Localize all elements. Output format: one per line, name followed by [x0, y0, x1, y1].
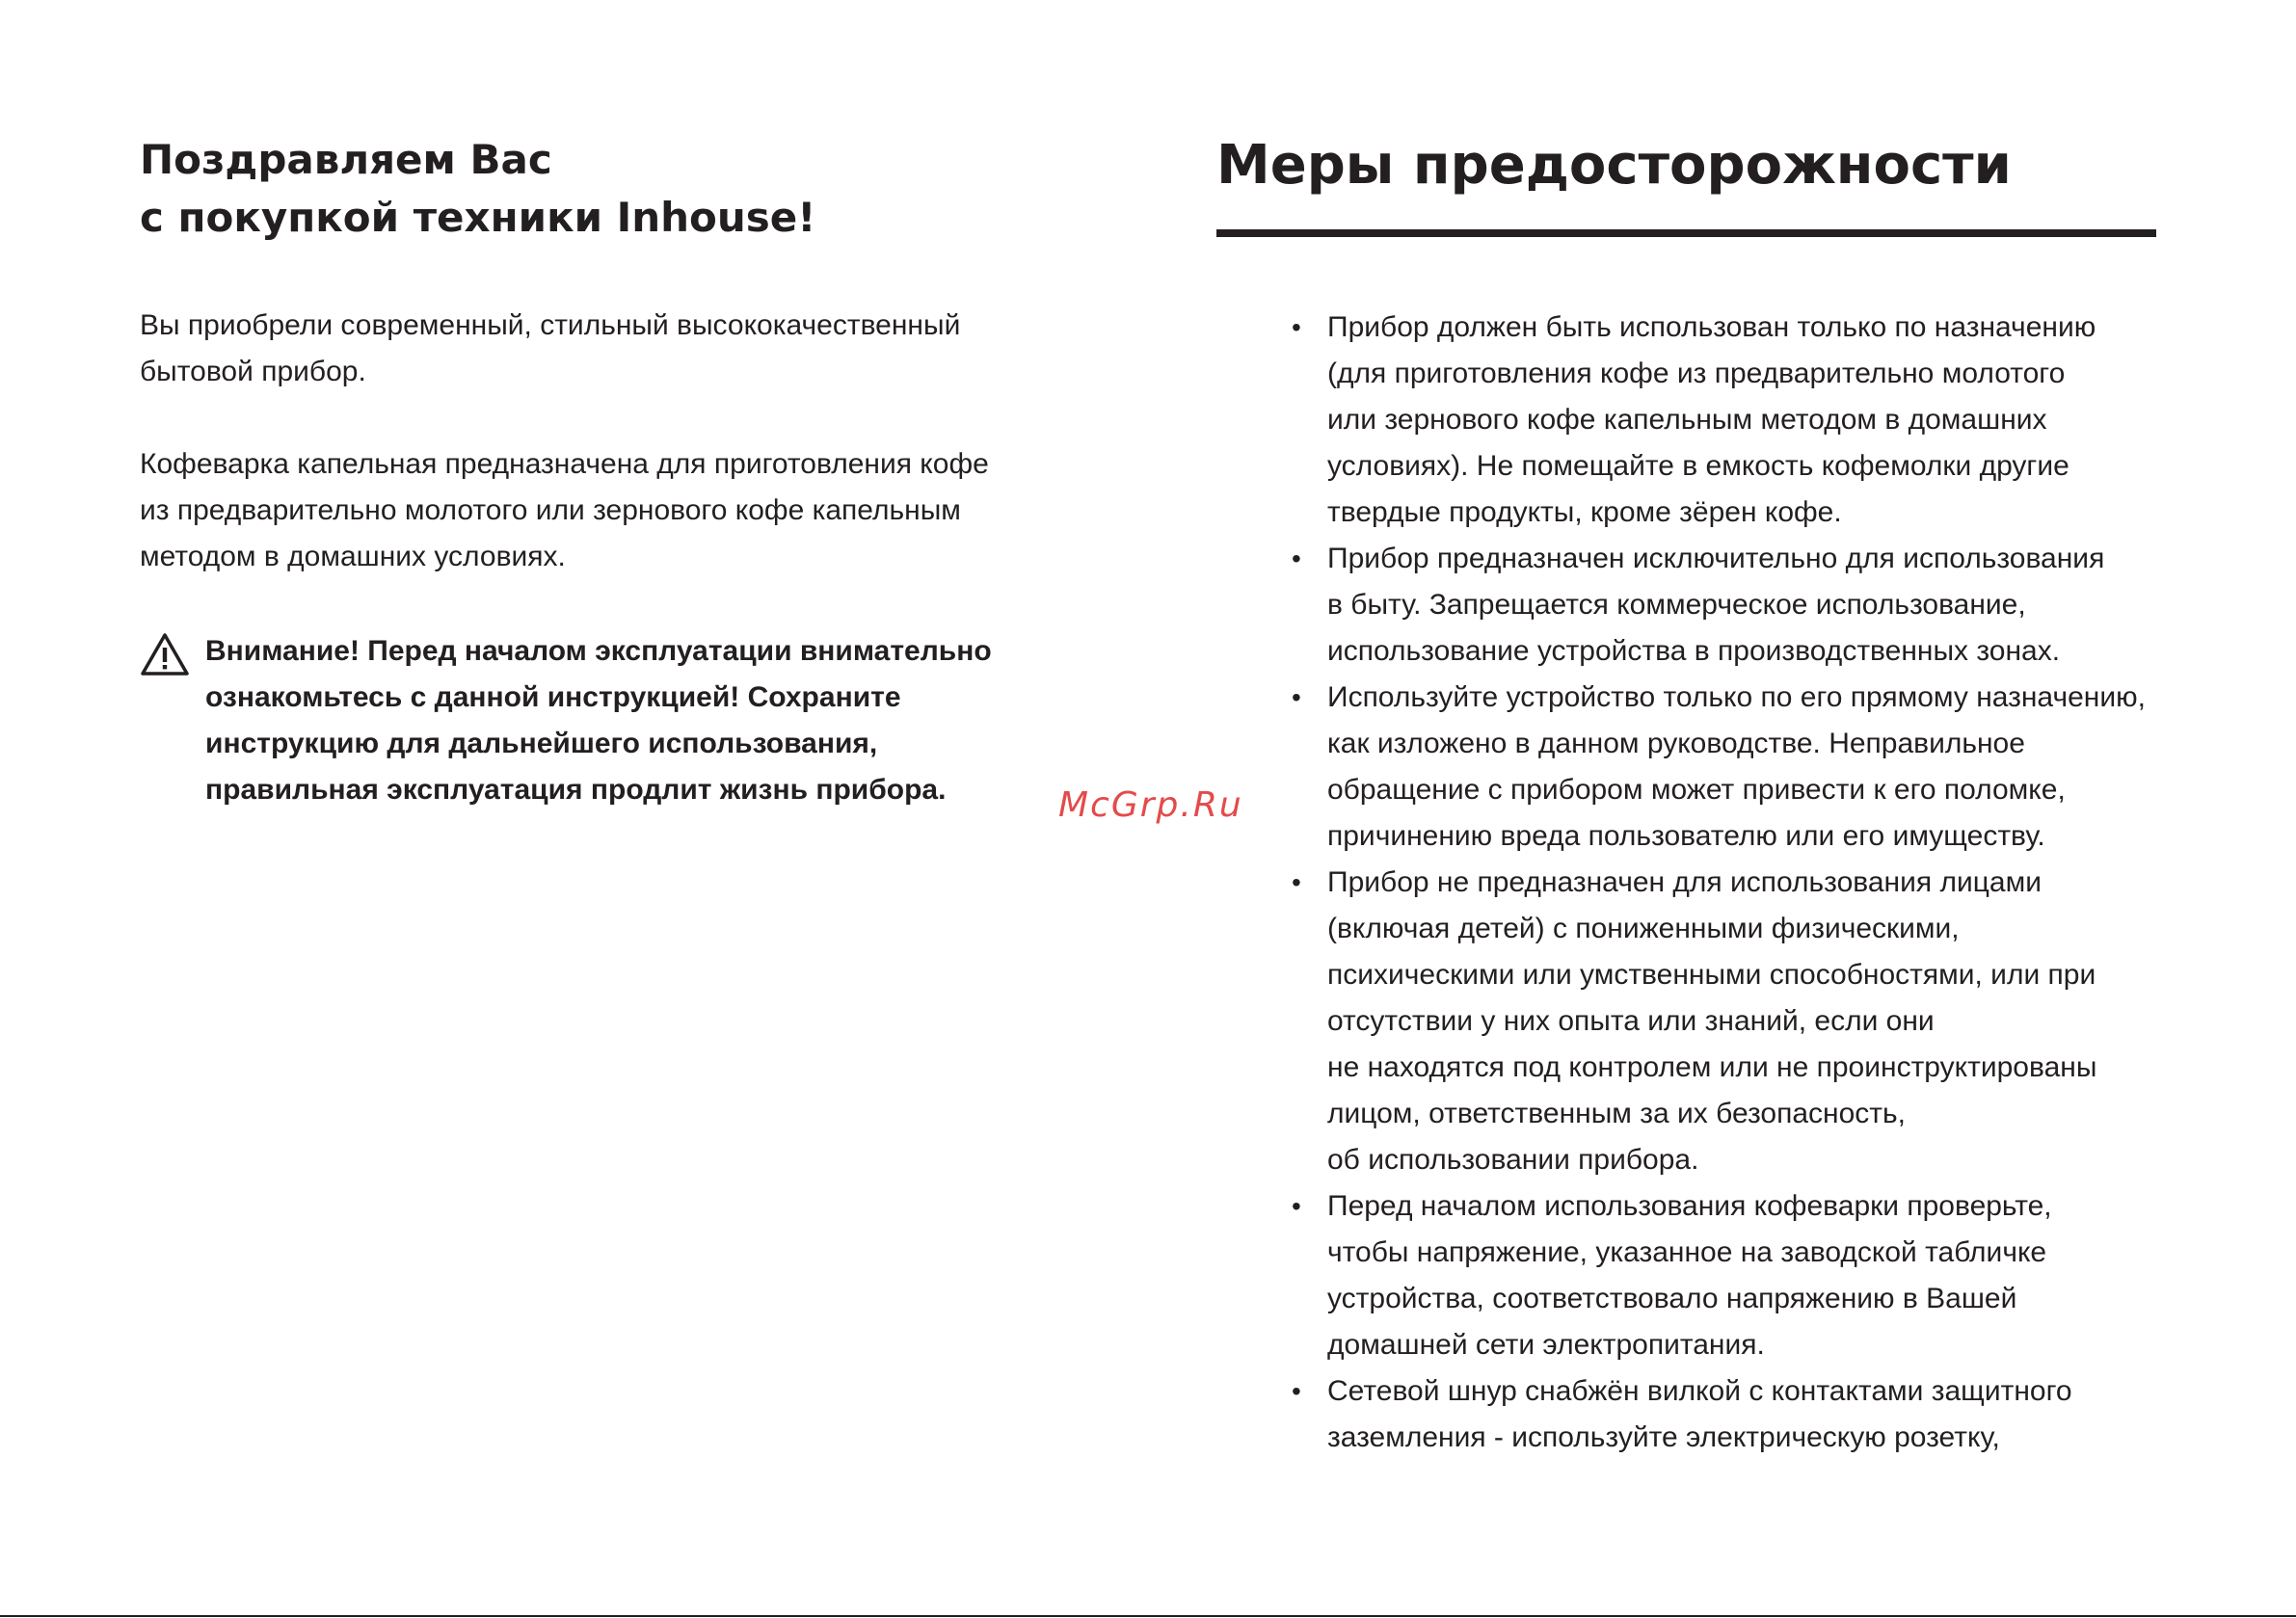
text-line: Вы приобрели современный, стильный высококачественный: [140, 309, 961, 341]
text-line: • Сетевой шнур снабжён вилкой с контактами защитного: [1327, 1375, 2072, 1407]
text-line: (включая детей) с пониженными физическими,: [1327, 913, 1960, 944]
purpose-paragraph: [140, 441, 1075, 580]
text-line: условиях). Не помещайте в емкость кофемолки другие: [1327, 450, 2069, 482]
text-line: как изложено в данном руководстве. Неправильное: [1327, 728, 2025, 759]
text-line: отсутствии у них опыта или знаний, если они: [1327, 1005, 1935, 1037]
text-line: бытовой прибор.: [140, 356, 366, 387]
warning-line: правильная эксплуатация продлит жизнь прибора.: [205, 774, 947, 806]
text-line: не находятся под контролем или не проинструктированы: [1327, 1051, 2097, 1083]
text-line: лицом, ответственным за их безопасность,: [1327, 1098, 1906, 1129]
list-item: [1327, 536, 2156, 675]
text-line: чтобы напряжение, указанное на заводской табличке: [1327, 1236, 2047, 1268]
warning-block: [140, 628, 1075, 813]
list-item: [1327, 305, 2156, 536]
text-line: обращение с прибором может привести к его поломке,: [1327, 774, 2066, 806]
text-line: • Прибор должен быть использован только по назначению: [1327, 311, 2096, 343]
warning-text: [205, 628, 992, 813]
title-divider: [1216, 229, 2156, 237]
text-line: психическими или умственными способностями, или при: [1327, 959, 2096, 991]
list-item: [1327, 675, 2156, 860]
precautions-section: [1216, 125, 2156, 1461]
congrats-title-line: Поздравляем Вас: [140, 136, 552, 183]
text-line: заземления - используйте электрическую розетку,: [1327, 1421, 2000, 1453]
list-item: [1327, 860, 2156, 1183]
text-line: причинению вреда пользователю или его имуществу.: [1327, 820, 2045, 852]
text-line: методом в домашних условиях.: [140, 541, 566, 572]
warning-line: ознакомьтесь с данной инструкцией! Сохраните: [205, 681, 901, 713]
precautions-title: Меры предосторожности: [1216, 134, 2012, 197]
page-bottom-rule: [0, 1615, 2296, 1617]
text-line: домашней сети электропитания.: [1327, 1329, 1765, 1361]
warning-triangle-icon: [140, 632, 190, 676]
text-line: об использовании прибора.: [1327, 1144, 1699, 1176]
text-line: использование устройства в производственных зонах.: [1327, 635, 2061, 667]
watermark: McGrp.Ru: [1058, 785, 1243, 825]
text-line: (для приготовления кофе из предварительно молотого: [1327, 358, 2066, 389]
text-line: • Перед началом использования кофеварки проверьте,: [1327, 1190, 2052, 1222]
intro-paragraph: [140, 303, 1075, 395]
text-line: или зернового кофе капельным методом в домашних: [1327, 404, 2047, 436]
text-line: • Используйте устройство только по его прямому назначению,: [1327, 681, 2146, 713]
text-line: устройства, соответствовало напряжению в Вашей: [1327, 1283, 2017, 1314]
list-item: [1327, 1183, 2156, 1368]
congrats-title: [140, 131, 1075, 247]
congrats-title-line: с покупкой техники Inhouse!: [140, 194, 816, 241]
text-line: • Прибор предназначен исключительно для использования: [1327, 543, 2105, 574]
text-line: твердые продукты, кроме зёрен кофе.: [1327, 496, 1842, 528]
list-item: [1327, 1368, 2156, 1461]
text-line: • Прибор не предназначен для использования лицами: [1327, 866, 2042, 898]
text-line: из предварительно молотого или зернового кофе капельным: [140, 494, 961, 526]
text-line: в быту. Запрещается коммерческое использование,: [1327, 589, 2026, 621]
text-line: Кофеварка капельная предназначена для приготовления кофе: [140, 448, 989, 480]
precautions-list: [1216, 305, 2156, 1461]
warning-line: Внимание! Перед началом эксплуатации внимательно: [205, 635, 992, 667]
welcome-section: [140, 131, 1075, 813]
warning-line: инструкцию для дальнейшего использования,: [205, 728, 878, 759]
